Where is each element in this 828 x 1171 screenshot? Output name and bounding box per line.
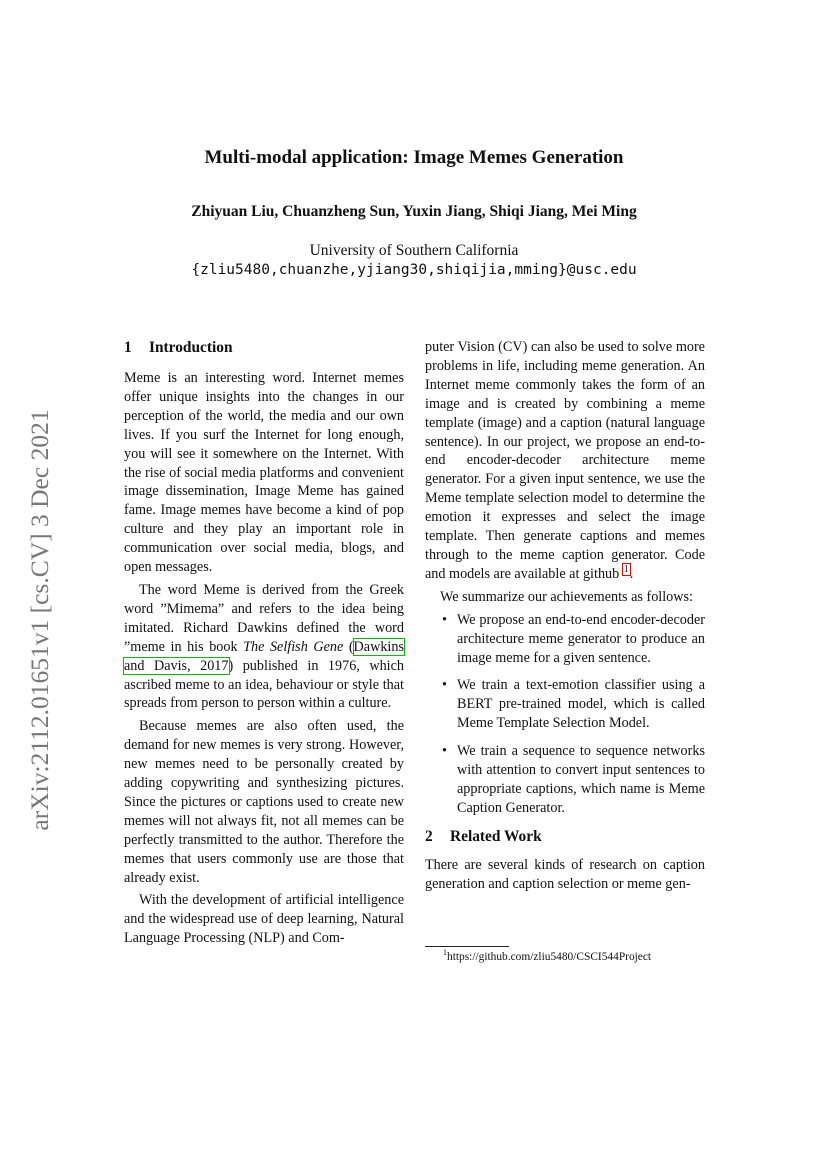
- paragraph-text: .: [629, 565, 634, 582]
- right-column: [425, 338, 705, 894]
- affiliation: University of Southern California: [309, 242, 519, 259]
- paragraph-text: The word Meme is derived from the Greek word ”Mimema” and refers to the idea being imitated. Richard Dawkins defined the word ”meme in his book: [124, 581, 404, 655]
- section-title: Related Work: [450, 827, 542, 845]
- book-title: The Selfish Gene: [243, 638, 344, 655]
- intro-paragraph-2: [124, 581, 404, 713]
- list-item: • We train a sequence to sequence networks with attention to convert input sentences to appropriate captions, which name is Meme Caption Generator.: [425, 742, 705, 818]
- achievements-list: [425, 611, 705, 818]
- author-list: Zhiyuan Liu, Chuanzheng Sun, Yuxin Jiang, Shiqi Jiang, Mei Ming: [191, 203, 637, 220]
- paper-title: Multi-modal application: Image Memes Generation: [204, 147, 624, 168]
- intro-paragraph-1: Meme is an interesting word. Internet memes offer unique insights into the changes in our perception of the world, the media and our own lives. If you surf the Internet for long enough, you will see it somewhere on the Internet. With the rise of social media platforms and convenient image dissemination, Image Meme has gained fame. Image memes have become a kind of pop culture and they play an important role in communication over social media, blogs, and open messages.: [124, 370, 404, 576]
- summary-intro: We summarize our achievements as follows:: [440, 588, 693, 605]
- intro-paragraph-5: [425, 338, 705, 584]
- section-number: 2: [425, 827, 433, 845]
- intro-paragraph-4: With the development of artificial intelligence and the widespread use of deep learning, Natural Language Processing (NLP) and Com-: [124, 892, 404, 947]
- citation-link-dawkins[interactable]: Dawkins and Davis, 2017: [124, 638, 404, 674]
- author-emails: {zliu5480,chuanzhe,yjiang30,shiqijia,mming}@usc.edu: [191, 262, 637, 278]
- section-title: Introduction: [149, 339, 233, 356]
- footnote-mark: 1: [443, 948, 447, 957]
- arxiv-identifier: arXiv:2112.01651v1 [cs.CV] 3 Dec 2021: [25, 409, 54, 831]
- paragraph-text: ) published in 1976, which ascribed meme to an idea, behaviour or style that spreads from person to person within a culture.: [124, 657, 404, 712]
- list-item: • We propose an end-to-end encoder-decoder architecture meme generator to produce an image meme for a given sentence.: [425, 611, 705, 668]
- arxiv-sidebar: [22, 400, 58, 840]
- intro-paragraph-3: Because memes are also often used, the demand for new memes is very strong. However, new memes need to be personally created by adding copywriting and synthesizing pictures. Since the pictures or captions used to create new memes will not always fit, not all memes can be perfectly transmitted to the author. Therefore the memes that users commonly use are those that already exist.: [124, 718, 404, 886]
- paragraph-text: (: [343, 638, 354, 655]
- paragraph-text: puter Vision (CV) can also be used to solve more problems in life, including meme generation. An Internet meme commonly takes the form of an image and is created by combining a meme template (image) and a caption (natural language sentence). In our project, we propose an end-to-end encoder-decoder architecture meme generator. For a given input sentence, we use the Meme template selection model to determine the emotion it expresses and select the image template. Then generate captions and memes through to the meme caption generator. Code and models are available at github: [425, 339, 705, 582]
- section-heading-introduction: [124, 338, 404, 357]
- footnote-link[interactable]: 1: [623, 564, 629, 576]
- left-column: [124, 338, 404, 948]
- section-number: 1: [124, 339, 132, 356]
- footnote: [443, 948, 651, 963]
- list-item: • We train a text-emotion classifier using a BERT pre-trained model, which is called Meme Template Selection Model.: [425, 676, 705, 733]
- footnote-url[interactable]: https://github.com/zliu5480/CSCI544Project: [447, 950, 652, 963]
- section-heading-related-work: [425, 827, 705, 846]
- related-work-paragraph: There are several kinds of research on caption generation and caption selection or meme gen-: [425, 856, 705, 892]
- footnote-rule: [425, 946, 509, 947]
